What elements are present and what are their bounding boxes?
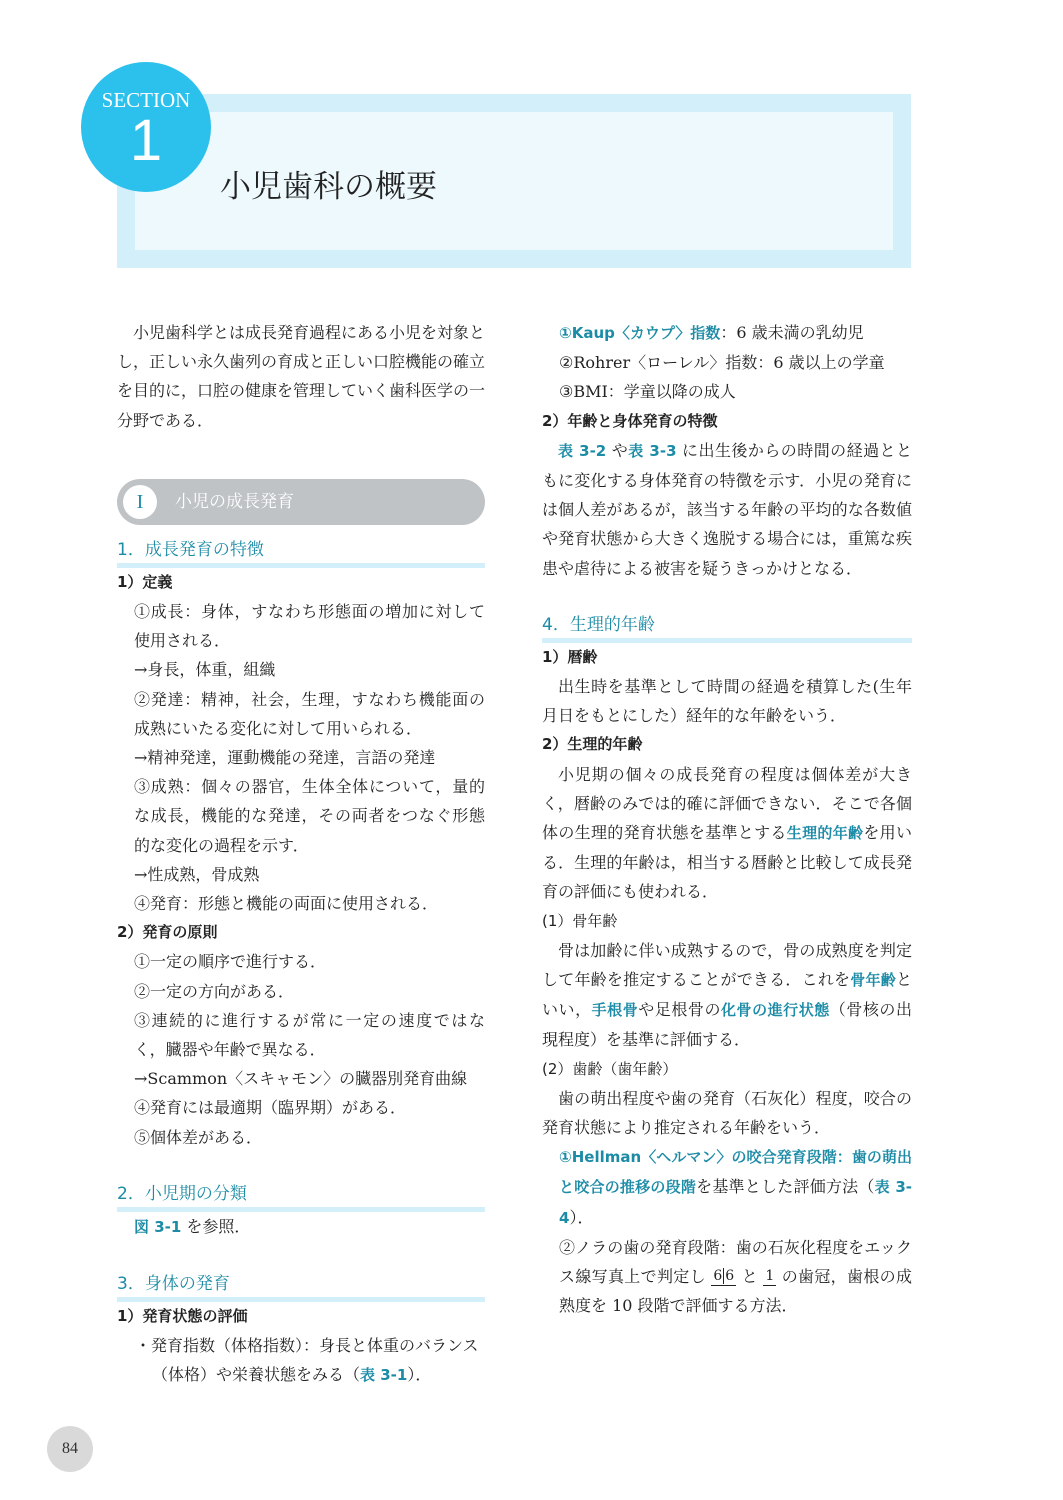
- table-reference-3-4[interactable]: 表 3-4: [559, 1178, 912, 1227]
- subheading-calendar-age: 1）暦齢: [542, 647, 598, 666]
- principle-2: ②一定の方向がある．: [134, 981, 295, 1001]
- page-title: 小児歯科の概要: [220, 169, 437, 205]
- definition-maturation: ③成熟：個々の器官，生体全体について，量的な成長，機能的な発達，その両者をつなぐ形態的な変化の過程を示す．: [134, 777, 485, 855]
- classification-text: 図 3-1 を参照．: [134, 1216, 251, 1236]
- intro-paragraph: 小児歯科学とは成長発育過程にある小児を対象とし，正しい永久歯列の育成と正しい口腔機能の確立を目的に，口腔の健康を管理していく歯科医学の一分野である．: [117, 323, 486, 430]
- section-label: SECTION: [101, 88, 191, 112]
- index-rohrer: ②Rohrer〈ローレル〉指数：6 歳以上の学童: [559, 353, 885, 373]
- right-column: [542, 318, 912, 1321]
- principle-1: ①一定の順序で進行する．: [134, 952, 327, 972]
- page-number: 84: [47, 1426, 93, 1472]
- nolla-item: ②ノラの歯の発育段階：歯の石灰化程度をエックス線写真上で判定し 6 6 と 1 の歯冠，歯根の成熟度を 10 段階で評価する方法．: [559, 1237, 912, 1316]
- definition-development-total: ④発育：形態と機能の両面に使用される．: [134, 894, 439, 914]
- calendar-age-paragraph: 出生時を基準として時間の経過を積算した(生年月日をもとにした）経年的な年齢をいう．: [542, 677, 912, 726]
- tooth-notation-6-6: 6 6: [713, 1268, 735, 1285]
- subheading-dental-age: (2）歯齢（歯年齢）: [542, 1059, 678, 1078]
- hellman-item: ①Hellman〈ヘルマン〉の咬合発育段階：歯の萌出と咬合の推移の段階を基準とした評価方法（表 3-4）．: [559, 1148, 912, 1227]
- heading-growth-features: 1．成長発育の特徴: [117, 537, 485, 568]
- age-features-paragraph: 表 3-2 や表 3-3 に出生後からの時間の経過とともに変化する身体発育の特徴を示す．小児の発育には個人差があるが，該当する年齢の平均的な各数値や発育状態から大きく逸脱する場合には，重篤な疾患や虐待による被害を疑うきっかけとなる．: [542, 440, 913, 578]
- index-kaup: ①Kaup〈カウプ〉指数：6 歳未満の乳幼児: [559, 323, 864, 342]
- definition-maturation-arrow: →性成熟，骨成熟: [134, 864, 260, 884]
- left-column: [117, 318, 485, 1391]
- chapter-heading: [117, 479, 485, 525]
- physiological-age-paragraph: 小児期の個々の成長発育の程度は個体差が大きく，暦齢のみでは的確に評価できない．そこで各個体の生理的発育状態を基準とする生理的年齢を用いる．生理的年齢は，相当する暦齢と比較して成長発育の評価にも使われる．: [542, 764, 912, 902]
- heading-physical-growth: 3．身体の発育: [117, 1271, 485, 1302]
- principle-3: ③連続的に進行するが常に一定の速度ではなく，臓器や年齢で異なる．: [134, 1010, 485, 1060]
- tooth-notation-1: 1: [765, 1268, 775, 1285]
- table-reference-3-3[interactable]: 表 3-3: [628, 441, 677, 460]
- definition-development: ②発達：精神，社会，生理，すなわち機能面の成熟にいたる変化に対して用いられる．: [134, 689, 485, 738]
- principle-3-arrow: →Scammon〈スキャモン〉の臓器別発育曲線: [134, 1069, 468, 1089]
- table-reference-3-2[interactable]: 表 3-2: [558, 441, 607, 460]
- subheading-bone-age: (1）骨年齢: [542, 911, 618, 930]
- chapter-number: I: [123, 485, 157, 519]
- section-badge: [81, 62, 211, 192]
- subheading-evaluation: 1）発育状態の評価: [117, 1307, 248, 1326]
- section-number: 1: [129, 108, 163, 173]
- principle-5: ⑤個体差がある．: [134, 1127, 263, 1147]
- bone-age-paragraph: 骨は加齢に伴い成熟するので，骨の成熟度を判定して年齢を推定することができる．これを骨年齢といい，手根骨や足根骨の化骨の進行状態（骨核の出現程度）を基準に評価する．: [542, 940, 912, 1050]
- figure-reference[interactable]: 図 3-1: [134, 1217, 182, 1236]
- subheading-physiological-age: 2）生理的年齢: [542, 735, 643, 754]
- subheading-age-features: 2）年齢と身体発育の特徴: [542, 411, 718, 430]
- dental-age-paragraph: 歯の萌出程度や歯の発育（石灰化）程度，咬合の発育状態により推定される年齢をいう．: [542, 1088, 912, 1138]
- definition-development-arrow: →精神発達，運動機能の発達，言語の発達: [134, 748, 436, 768]
- principle-4: ④発育には最適期（臨界期）がある．: [134, 1098, 407, 1118]
- heading-physiological-age: 4．生理的年齢: [542, 612, 912, 643]
- subheading-principles: 2）発育の原則: [117, 923, 218, 942]
- chapter-title: 小児の成長発育: [175, 491, 294, 512]
- definition-growth: ①成長：身体，すなわち形態面の増加に対して使用される．: [134, 602, 485, 651]
- growth-index-bullet: ・発育指数（体格指数）：身長と体重のバランス（体格）や栄養状態をみる（表 3-1）．: [135, 1336, 479, 1385]
- heading-childhood-classification: 2．小児期の分類: [117, 1181, 485, 1212]
- index-bmi: ③BMI：学童以降の成人: [559, 382, 736, 402]
- subheading-definition: 1）定義: [117, 572, 173, 591]
- table-reference-3-1[interactable]: 表 3-1: [360, 1366, 408, 1385]
- definition-growth-arrow: →身長，体重，組織: [134, 660, 276, 680]
